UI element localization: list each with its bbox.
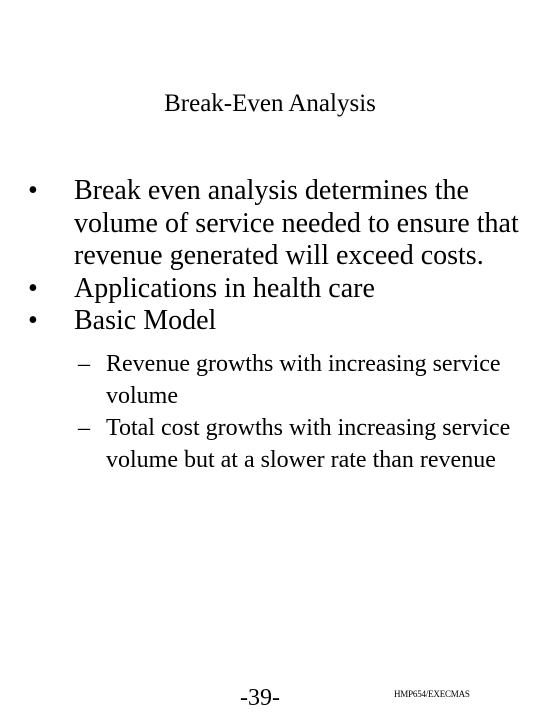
bullet-item (28, 175, 528, 273)
sub-bullet-text: Revenue growths with increasing service volume (106, 350, 501, 409)
sub-bullet-text: Total cost growths with increasing service volume but at a slower rate than revenue (106, 414, 511, 473)
bullet-text: Basic Model (74, 305, 217, 336)
slide-title: Break-Even Analysis (164, 90, 376, 117)
sub-bullet-list (74, 348, 528, 476)
bullet-text: Break even analysis determines the volume of service needed to ensure that revenue generated will exceed costs. (74, 175, 519, 271)
bullet-marker: • (28, 272, 38, 304)
bullet-item (28, 273, 528, 306)
bullet-list (28, 175, 528, 476)
sub-bullet-item (28, 348, 528, 412)
bullet-item (28, 305, 528, 476)
bullet-marker: • (28, 305, 38, 336)
bullet-text: Applications in health care (74, 272, 375, 304)
bullet-marker: • (28, 175, 38, 206)
page-number: -39- (240, 685, 280, 711)
sub-bullet-item (28, 412, 528, 476)
dash-marker: – (78, 350, 90, 377)
footer-code: HMP654/EXECMAS (394, 689, 470, 699)
dash-marker: – (78, 414, 90, 441)
